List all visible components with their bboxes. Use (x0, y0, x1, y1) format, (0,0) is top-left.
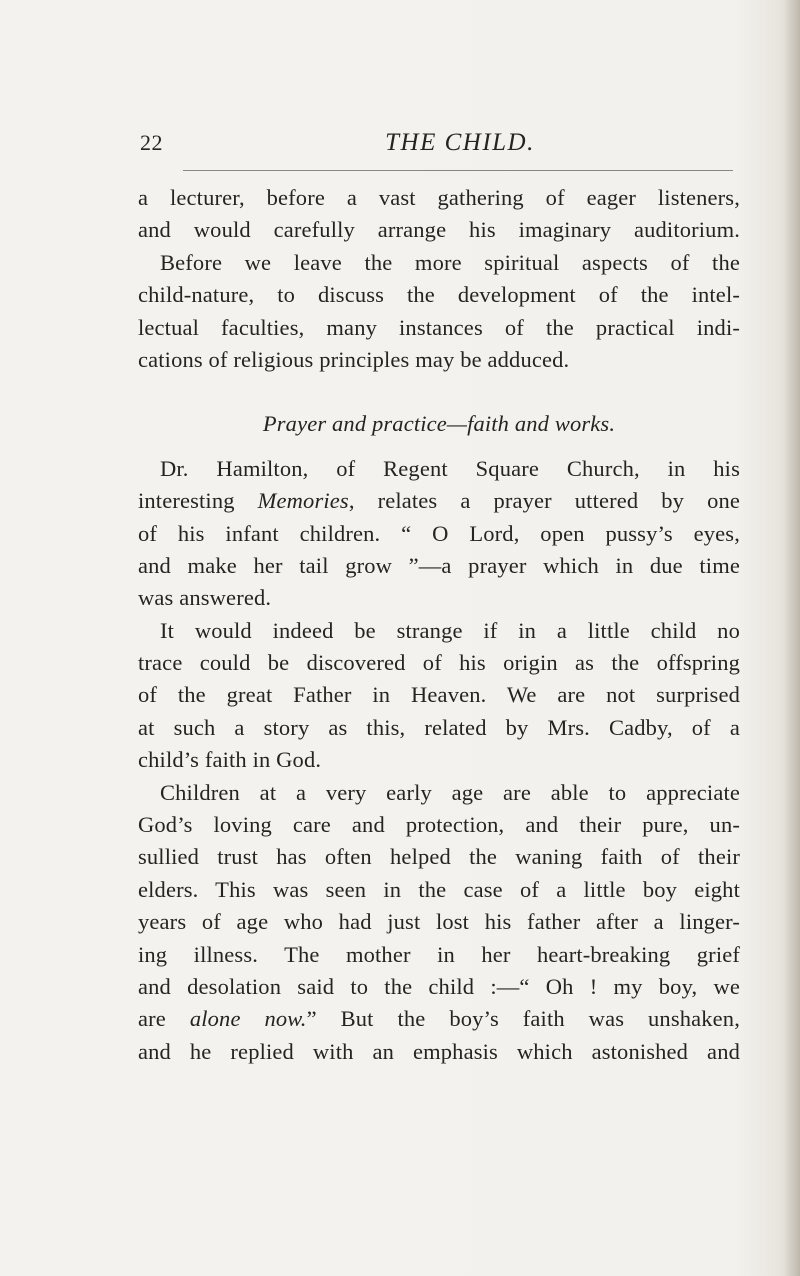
text-fragment: interesting (138, 488, 258, 514)
text-fragment: , relates a prayer uttered by one (348, 488, 741, 514)
text-line: trace could be discovered of his origin as the offspring (138, 650, 740, 676)
emphasis-alone-now: alone now. (189, 1006, 307, 1032)
body-text (138, 182, 740, 1068)
header-rule (183, 170, 733, 171)
text-line: of his infant children. “ O Lord, open pussy’s eyes, (138, 520, 740, 546)
text-line: years of age who had just lost his father after a linger- (138, 909, 740, 935)
text-line: and desolation said to the child :—“ Oh ! my boy, we (138, 973, 740, 999)
text-line: elders. This was seen in the case of a little boy eight (138, 876, 740, 902)
text-fragment: ” But the boy’s faith was unshaken, (306, 1006, 740, 1032)
text-line: Dr. Hamilton, of Regent Square Church, in his (160, 455, 740, 481)
text-fragment: are (138, 1006, 190, 1032)
text-line: child-nature, to discuss the development of the intel- (138, 282, 740, 308)
text-line: lectual faculties, many instances of the practical indi- (138, 314, 740, 340)
text-line: and make her tail grow ”—a prayer which in due time (138, 552, 740, 578)
text-line: and he replied with an emphasis which astonished and (138, 1038, 740, 1064)
book-title-memories: Memories (257, 488, 349, 514)
text-line: of the great Father in Heaven. We are not surprised (138, 682, 740, 708)
page-header (140, 124, 740, 164)
page-edge-shadow (784, 0, 800, 1276)
text-line: child’s faith in God. (138, 747, 322, 773)
text-line: sullied trust has often helped the waning faith of their (138, 844, 740, 870)
text-line: was answered. (138, 585, 272, 611)
text-line: It would indeed be strange if in a little child no (160, 617, 740, 643)
running-title: THE CHILD. (385, 129, 535, 156)
text-line: and would carefully arrange his imaginary auditorium. (138, 217, 740, 243)
text-line: cations of religious principles may be adduced. (138, 346, 570, 372)
text-line (138, 1003, 740, 1035)
text-line: Children at a very early age are able to appreciate (160, 779, 740, 805)
text-line: Before we leave the more spiritual aspects of the (160, 249, 740, 275)
text-line: at such a story as this, related by Mrs. Cadby, of a (138, 714, 740, 740)
text-line: ing illness. The mother in her heart-breaking grief (138, 941, 740, 967)
text-line: a lecturer, before a vast gathering of eager listeners, (138, 185, 740, 210)
text-line (138, 485, 740, 517)
page-number: 22 (140, 130, 163, 155)
section-heading: Prayer and practice—faith and works. (262, 411, 616, 437)
text-line: God’s loving care and protection, and their pure, un- (138, 812, 740, 838)
